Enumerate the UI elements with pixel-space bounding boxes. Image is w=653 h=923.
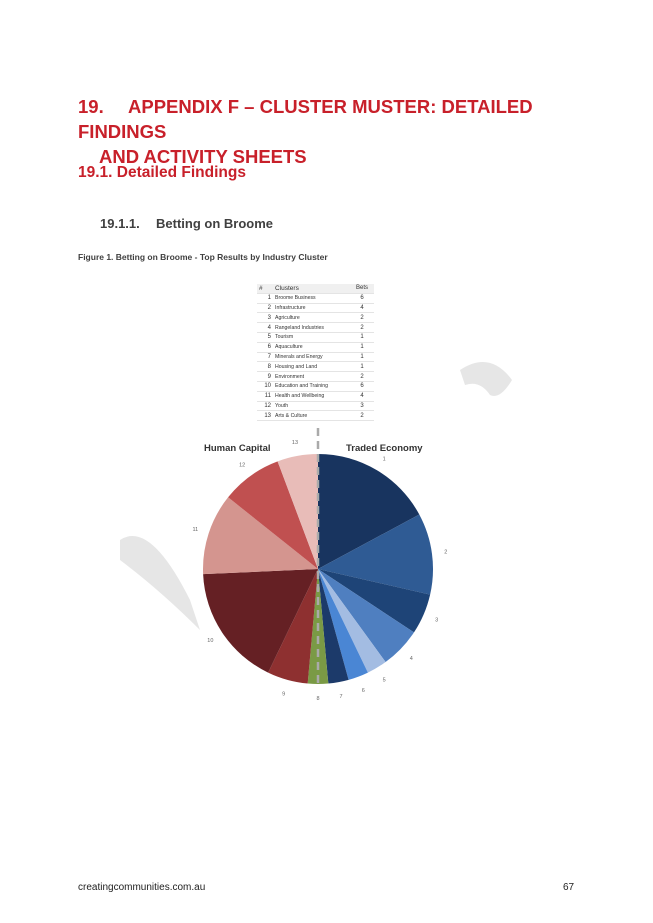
pie-label: 4 [409,656,413,663]
cell-bets: 6 [350,293,374,303]
cell-cluster: Arts & Culture [273,411,350,421]
cell-bets: 3 [350,401,374,411]
cell-bets: 4 [350,303,374,313]
table-row [257,293,374,303]
cell-number: 4 [257,323,273,333]
subheading: 19.1. Detailed Findings [78,164,246,181]
cell-bets: 4 [350,391,374,401]
cell-bets: 2 [350,323,374,333]
table-row [257,342,374,352]
cell-number: 3 [257,313,273,323]
cell-cluster: Tourism [273,332,350,342]
pie-label: 8 [316,696,320,702]
pie-label: 9 [282,691,286,698]
table-row [257,303,374,313]
pie-label: 3 [435,617,439,624]
pie-chart [180,420,460,720]
cell-number: 2 [257,303,273,313]
cell-cluster: Rangeland Industries [273,323,350,333]
subsubheading-title: Betting on Broome [156,216,273,231]
cell-bets: 1 [350,332,374,342]
pie-label: 5 [382,677,386,684]
cell-number: 6 [257,342,273,352]
cell-number: 12 [257,401,273,411]
cell-number: 10 [257,381,273,391]
cell-cluster: Health and Wellbeing [273,391,350,401]
table-row [257,323,374,333]
traded-economy-label: Traded Economy [346,443,423,454]
footer-site: creatingcommunities.com.au [78,882,206,893]
table-row [257,362,374,372]
cell-number: 11 [257,391,273,401]
heading-number: 19. [78,96,104,117]
page-number: 67 [563,882,575,893]
subsubheading [100,216,273,231]
cell-bets: 1 [350,342,374,352]
table-row [257,401,374,411]
cell-number: 8 [257,362,273,372]
table-row [257,391,374,401]
table-row [257,381,374,391]
human-capital-label: Human Capital [204,443,271,454]
heading-line1: APPENDIX F – CLUSTER MUSTER: DETAILED FINDINGS [78,96,533,142]
cell-bets: 2 [350,313,374,323]
cell-cluster: Youth [273,401,350,411]
cell-cluster: Infrastructure [273,303,350,313]
cell-bets: 1 [350,352,374,362]
heading-line2: AND ACTIVITY SHEETS [99,146,307,167]
figure-caption: Figure 1. Betting on Broome - Top Results by Industry Cluster [78,252,328,262]
cell-cluster: Minerals and Energy [273,352,350,362]
pie-label: 1 [382,456,386,463]
cell-number: 7 [257,352,273,362]
cell-number: 9 [257,372,273,382]
cell-number: 13 [257,411,273,421]
page-heading [78,94,598,169]
table-row [257,332,374,342]
cell-cluster: Housing and Land [273,362,350,372]
pie-label: 2 [444,549,448,556]
cell-cluster: Environment [273,372,350,382]
col-header-number: # [257,284,273,293]
pie-label: 13 [291,440,299,447]
pie-label: 10 [207,638,214,645]
table-row [257,313,374,323]
col-header-bets: Bets [350,284,374,293]
table-row [257,372,374,382]
pie-label: 7 [339,693,343,700]
cell-cluster: Aquaculture [273,342,350,352]
col-header-clusters: Clusters [273,284,350,293]
cell-bets: 6 [350,381,374,391]
pie-label: 6 [361,687,365,694]
cell-bets: 2 [350,372,374,382]
subsubheading-number: 19.1.1. [100,216,140,231]
cell-number: 5 [257,332,273,342]
cell-bets: 1 [350,362,374,372]
cell-bets: 2 [350,411,374,421]
pie-label: 11 [192,527,199,534]
pie-label: 12 [239,462,246,469]
table-row [257,352,374,362]
clusters-table [257,284,374,421]
cell-cluster: Broome Business [273,293,350,303]
cell-cluster: Education and Training [273,381,350,391]
cell-cluster: Agriculture [273,313,350,323]
cell-number: 1 [257,293,273,303]
